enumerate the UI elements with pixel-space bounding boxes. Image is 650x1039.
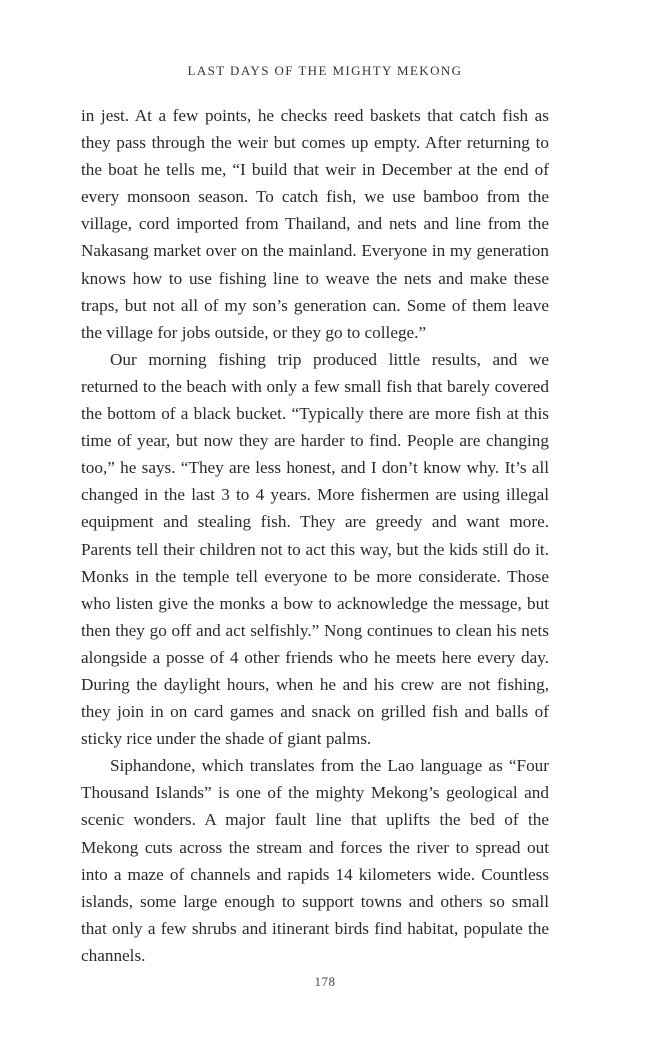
body-text — [81, 102, 549, 969]
running-header: LAST DAYS OF THE MIGHTY MEKONG — [187, 63, 463, 78]
paragraph-fishing-trip: Our morning fishing trip produced little results, and we returned to the beach with only a few small fish that barely covered the bottom of a black bucket. “Typically there are more fish at this time of year, but now they are harder to find. People are changing too,” he says. “They are less honest, and I don’t know why. It’s all changed in the last 3 to 4 years. More fishermen are using illegal equipment and stealing fish. They are greedy and want more. Parents tell their children not to act this way, but the kids still do it. Monks in the temple tell everyone to be more considerate. Those who listen give the monks a bow to acknowledge the message, but then they go off and act selfishly.” Nong continues to clean his nets alongside a posse of 4 other friends who he meets here every day. During the daylight hours, when he and his crew are not fishing, they join in on card games and snack on grilled fish and balls of sticky rice under the shade of giant palms. — [81, 349, 549, 749]
page-number: 178 — [314, 974, 336, 989]
paragraph-siphandone: Siphandone, which translates from the Lao language as “Four Thousand Islands” is one of the mighty Mekong’s geological and scenic wonders. A major fault line that uplifts the bed of the Mekong cuts across the stream and forces the river to spread out into a maze of channels and rapids 14 kilometers wide. Countless islands, some large enough to support towns and others so small that only a few shrubs and itinerant birds find habitat, populate the channels. — [81, 756, 549, 965]
paragraph-continued: in jest. At a few points, he checks reed baskets that catch fish as they pass through the weir but comes up empty. After returning to the boat he tells me, “I build that weir in December at the end of every monsoon season. To catch fish, we use bamboo from the village, cord imported from Thailand, and nets and line from the Nakasang market over on the mainland. Everyone in my generation knows how to use fishing line to weave the nets and make these traps, but not all of my son’s generation can. Some of them leave the village for jobs outside, or they go to college.” — [81, 106, 549, 342]
